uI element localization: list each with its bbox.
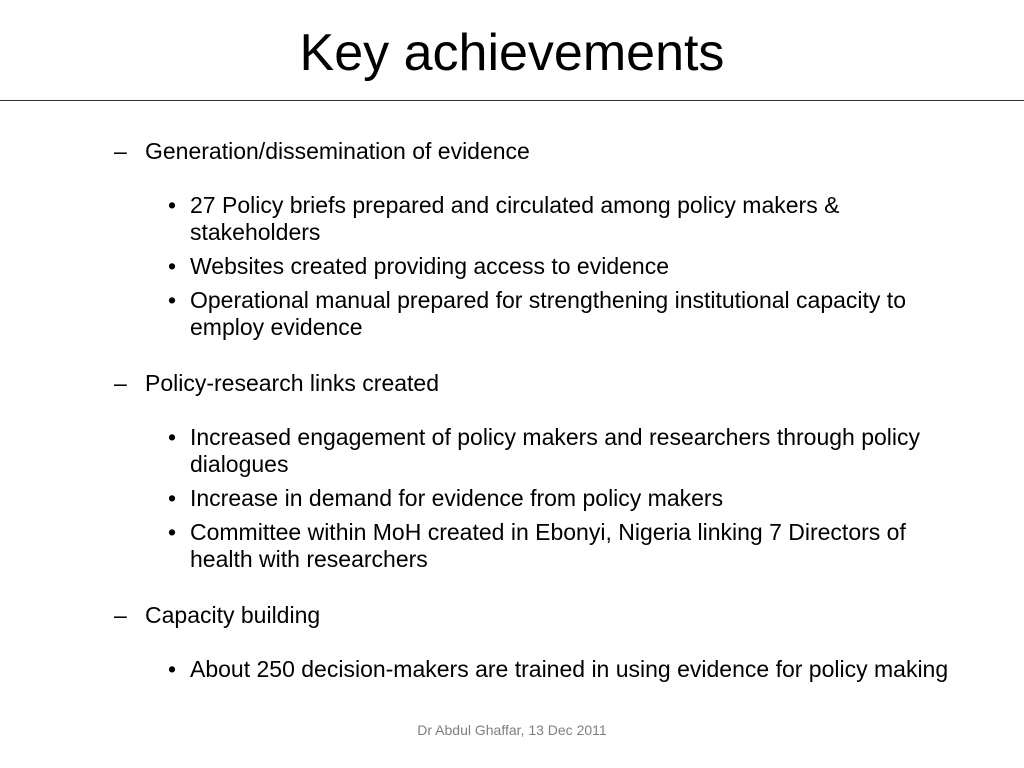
list-item (168, 424, 968, 478)
list-item (168, 519, 968, 573)
bullet-marker: • (168, 424, 177, 450)
dash-marker: – (114, 602, 127, 628)
bullet-marker: • (168, 253, 177, 279)
list-item-text: Operational manual prepared for strengthening institutional capacity to employ evidence (190, 287, 906, 340)
list-item-text: Committee within MoH created in Ebonyi, Nigeria linking 7 Directors of health with researchers (190, 519, 906, 572)
bullet-marker: • (168, 656, 177, 682)
slide-footer: Dr Abdul Ghaffar, 13 Dec 2011 (417, 722, 607, 738)
dash-marker: – (114, 370, 127, 396)
bullet-marker: • (168, 287, 177, 313)
section-heading-text: Capacity building (145, 602, 321, 628)
bullet-marker: • (168, 519, 177, 545)
list-item (168, 192, 968, 246)
list-item (168, 485, 968, 512)
bullet-marker: • (168, 192, 177, 218)
list-item-text: 27 Policy briefs prepared and circulated among policy makers & stakeholders (190, 192, 840, 245)
title-divider (0, 100, 1024, 101)
list-item-text: Increase in demand for evidence from policy makers (190, 485, 724, 511)
list-item (168, 287, 968, 341)
list-item (168, 253, 968, 280)
section-heading-text: Generation/dissemination of evidence (145, 138, 530, 164)
bullet-marker: • (168, 485, 177, 511)
slide-title: Key achievements (299, 24, 725, 82)
list-item (168, 656, 968, 683)
dash-marker: – (114, 138, 127, 164)
list-item-text: Websites created providing access to evidence (190, 253, 670, 279)
section-heading-text: Policy-research links created (145, 370, 440, 396)
list-item-text: About 250 decision-makers are trained in using evidence for policy making (190, 656, 949, 682)
list-item-text: Increased engagement of policy makers and researchers through policy dialogues (190, 424, 921, 477)
